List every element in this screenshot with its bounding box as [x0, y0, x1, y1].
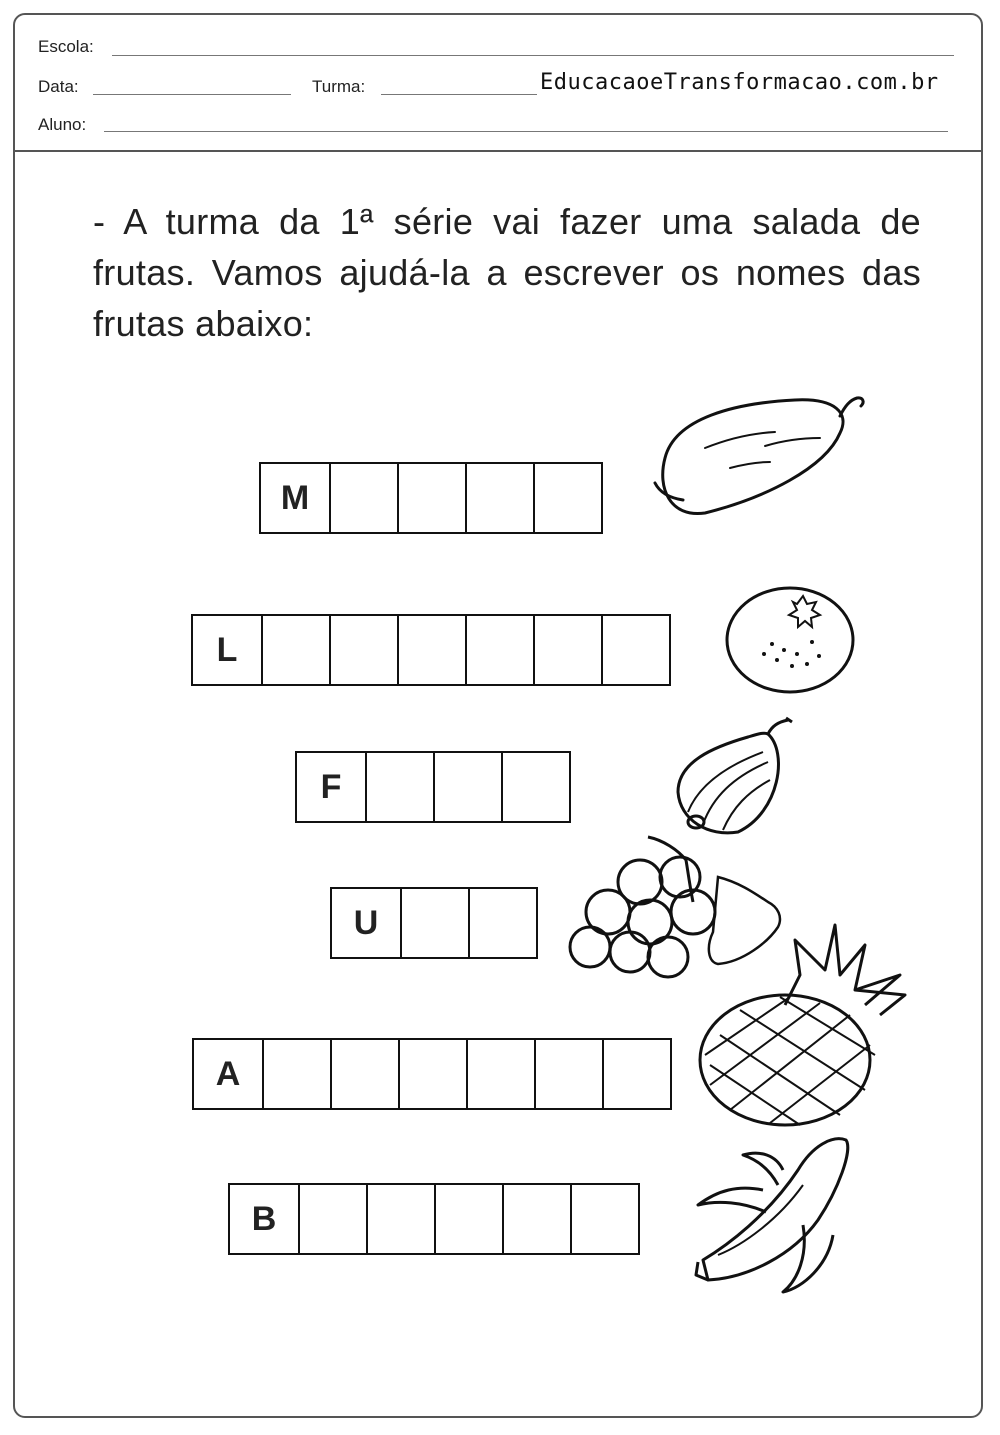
- site-watermark: EducacaoeTransformacao.com.br: [540, 70, 939, 95]
- letter-box-empty[interactable]: [465, 464, 533, 532]
- letter-box-empty[interactable]: [433, 753, 501, 821]
- papaya-icon: [645, 388, 875, 523]
- letter-box-empty[interactable]: [570, 1185, 638, 1253]
- banana-icon: [688, 1130, 858, 1300]
- letter-box-empty[interactable]: [366, 1185, 434, 1253]
- letter-box-empty[interactable]: [533, 464, 601, 532]
- pineapple-icon: [690, 915, 930, 1135]
- word-row-3: [295, 751, 571, 823]
- letter-box-empty[interactable]: [261, 616, 329, 684]
- letter-box-empty[interactable]: [329, 464, 397, 532]
- letter-box-empty[interactable]: [465, 616, 533, 684]
- word-row-2: [191, 614, 671, 686]
- letter-box-initial: L: [216, 630, 238, 669]
- school-label: Escola:: [38, 37, 94, 56]
- letter-box-initial: F: [320, 767, 342, 806]
- letter-box-initial: U: [353, 903, 379, 942]
- letter-box-empty[interactable]: [501, 753, 569, 821]
- header-divider: [13, 150, 983, 152]
- class-field-line[interactable]: [381, 94, 537, 95]
- letter-box-empty[interactable]: [502, 1185, 570, 1253]
- letter-box-initial: M: [280, 478, 310, 517]
- word-row-6: [228, 1183, 640, 1255]
- word-row-1: [259, 462, 603, 534]
- letter-box-empty[interactable]: [330, 1040, 398, 1108]
- letter-box-empty[interactable]: [434, 1185, 502, 1253]
- letter-box-empty[interactable]: [329, 616, 397, 684]
- letter-box-empty[interactable]: [298, 1185, 366, 1253]
- letter-box-empty[interactable]: [398, 1040, 466, 1108]
- letter-box-empty[interactable]: [533, 616, 601, 684]
- letter-box-empty[interactable]: [468, 889, 536, 957]
- letter-box-empty[interactable]: [400, 889, 468, 957]
- student-label: Aluno:: [38, 115, 87, 134]
- letter-box-empty[interactable]: [365, 753, 433, 821]
- orange-icon: [722, 582, 862, 697]
- letter-box-empty[interactable]: [397, 616, 465, 684]
- class-label: Turma:: [312, 77, 366, 96]
- letter-box-empty[interactable]: [534, 1040, 602, 1108]
- letter-box-empty[interactable]: [466, 1040, 534, 1108]
- letter-box-empty[interactable]: [262, 1040, 330, 1108]
- student-field-line[interactable]: [104, 131, 948, 132]
- letter-box-empty[interactable]: [601, 616, 669, 684]
- letter-box-initial: A: [215, 1054, 241, 1093]
- word-row-5: [192, 1038, 672, 1110]
- date-label: Data:: [38, 77, 79, 96]
- word-row-4: [330, 887, 538, 959]
- fig-icon: [668, 712, 808, 842]
- date-field-line[interactable]: [93, 94, 291, 95]
- letter-box-empty[interactable]: [397, 464, 465, 532]
- school-field-line[interactable]: [112, 55, 954, 56]
- letter-box-empty[interactable]: [602, 1040, 670, 1108]
- letter-box-initial: B: [251, 1199, 277, 1238]
- instructions-text: - A turma da 1ª série vai fazer uma salada de frutas. Vamos ajudá-la a escrever os nomes das frutas abaixo:: [93, 201, 921, 344]
